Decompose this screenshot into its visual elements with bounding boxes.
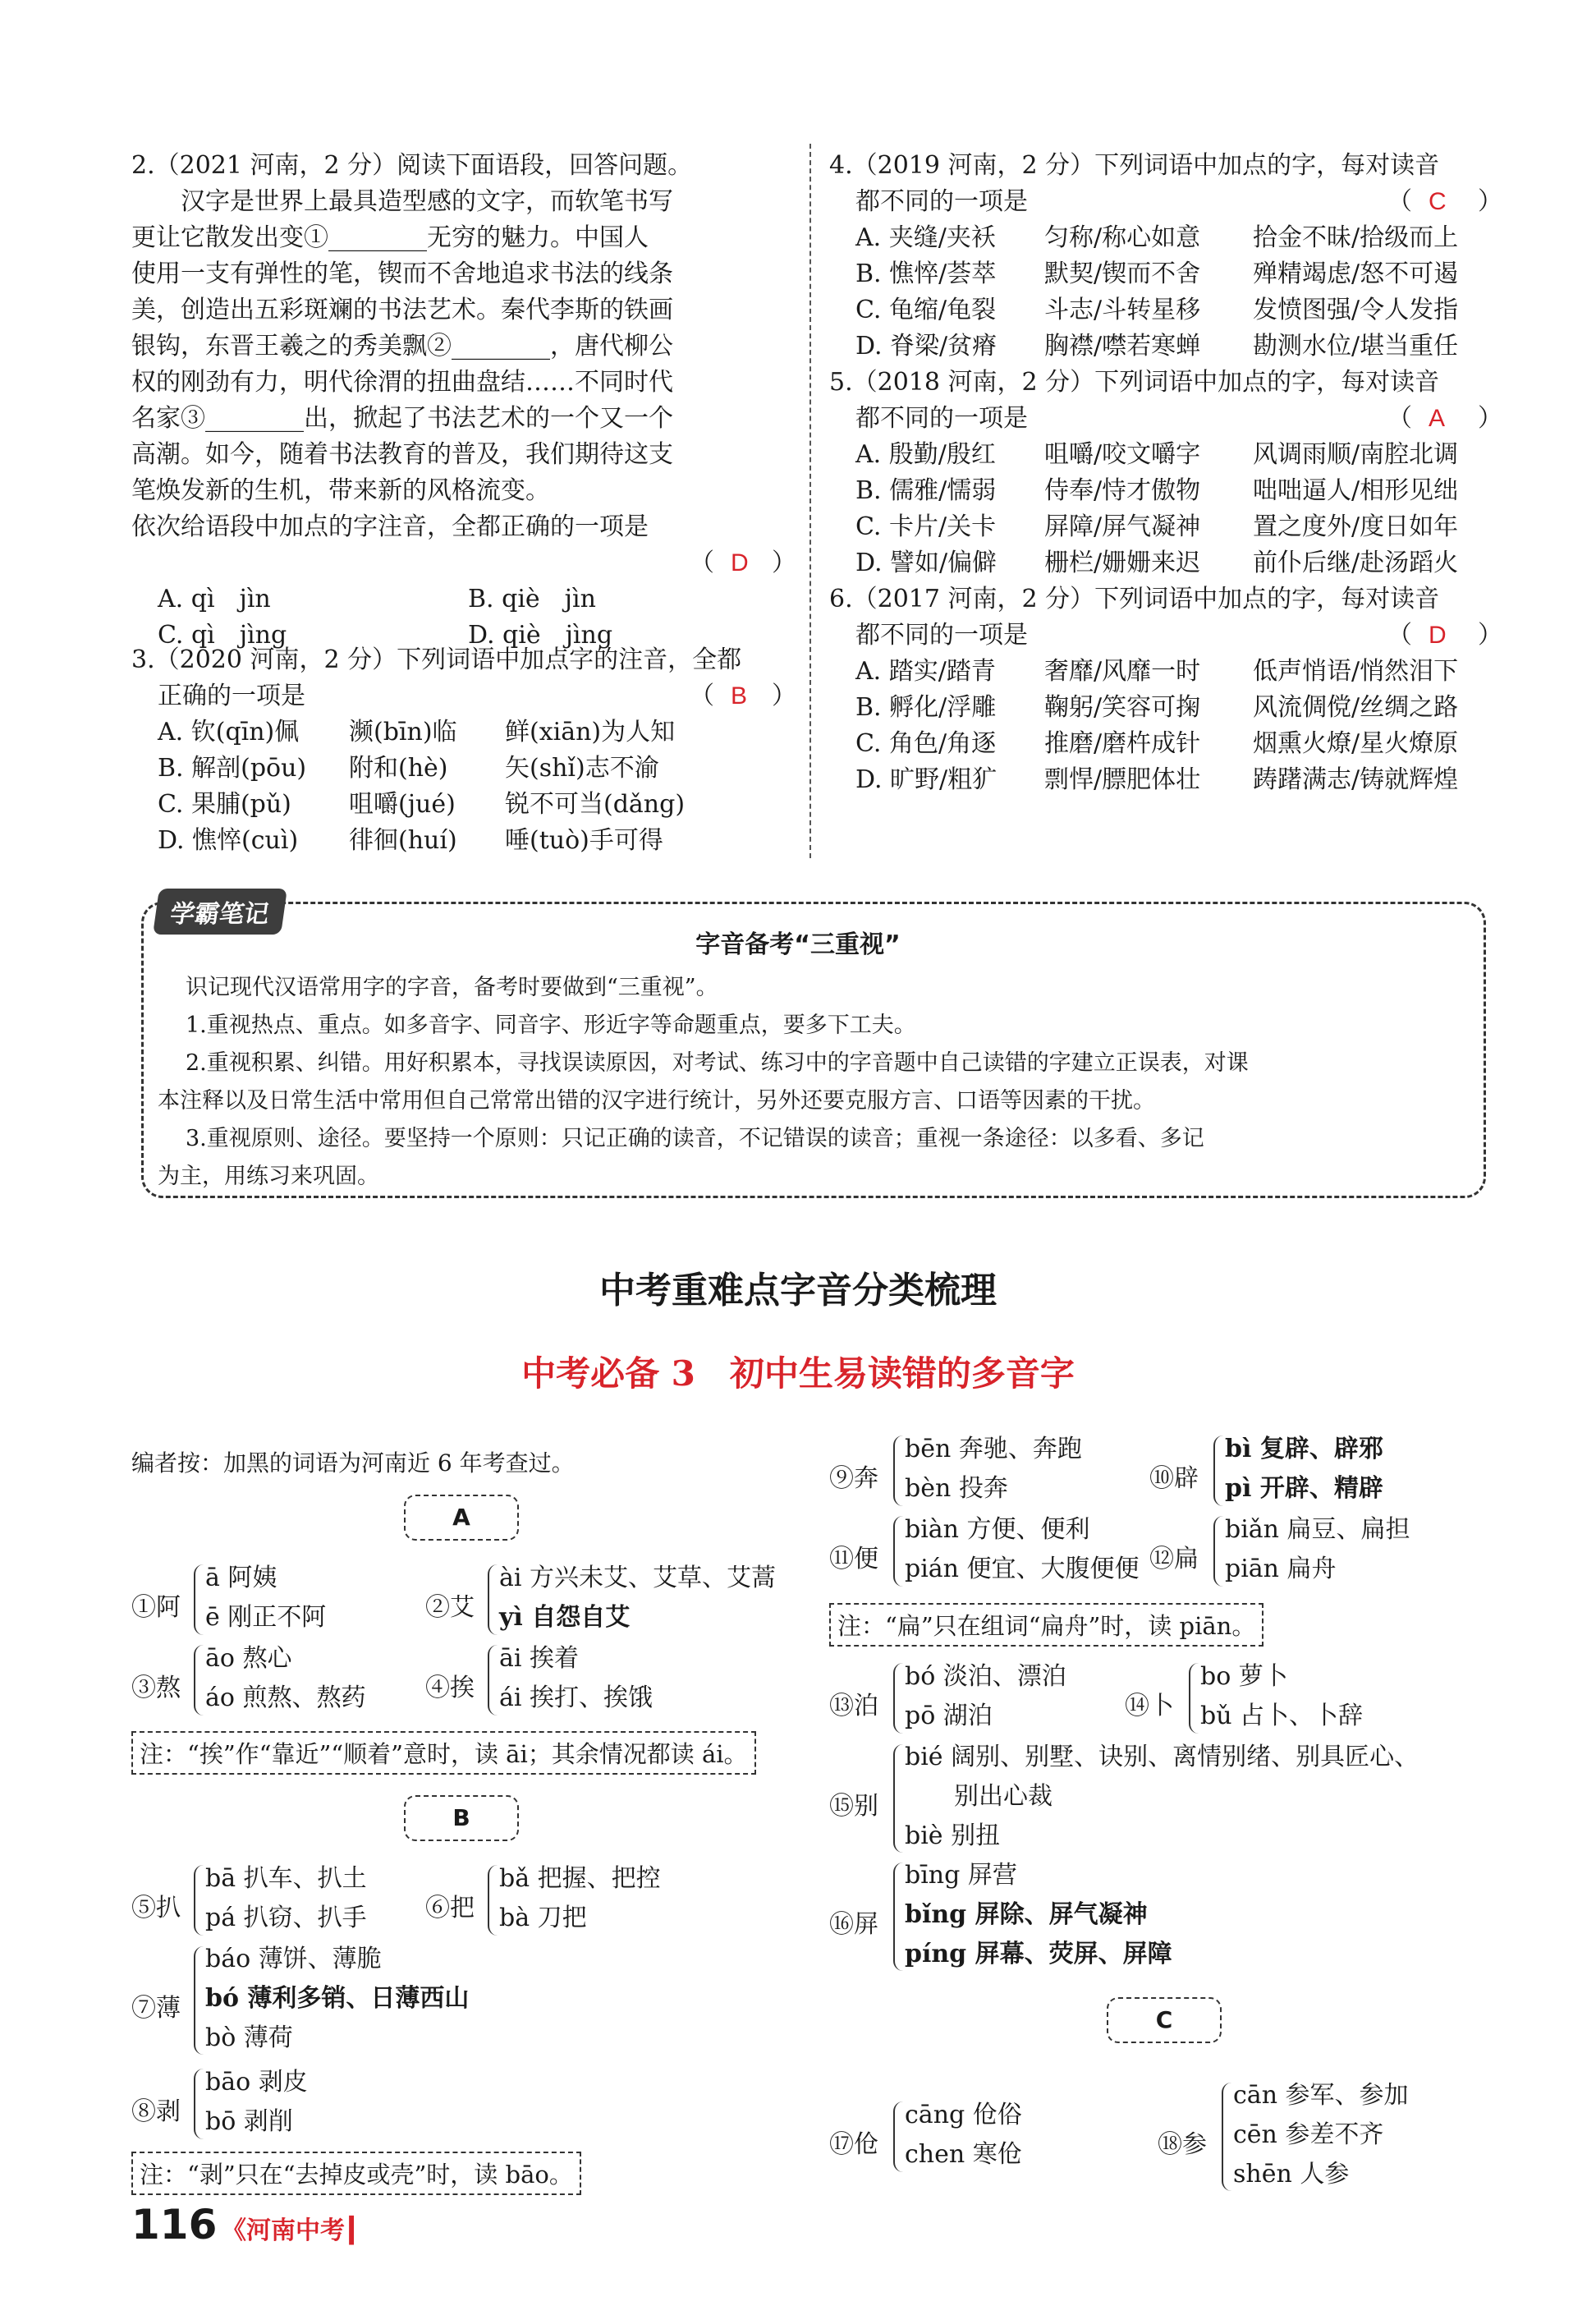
q4-option [829,220,1502,256]
reading: piān 扁舟 [1225,1555,1337,1583]
q3-option [131,714,796,751]
reading: biàn 方便、便利 [905,1515,1090,1544]
entry-label: ⑥把 [425,1894,475,1922]
q3-option [131,823,796,859]
study-note-line: 本注释以及日常生活中常用但自己常常出错的汉字进行统计，另外还要克服方言、口语等因素的干扰。 [158,1088,1155,1114]
reading: bǐng 屏除、屏气凝神 [905,1900,1148,1929]
q4-option-word: 发愤图强/令人发指 [1253,296,1459,324]
entry-label: ⑪便 [829,1545,878,1573]
column-divider [809,144,811,858]
q6-option-word: A. 踏实/踏青 [855,657,996,686]
q6-line: 都不同的一项是 [855,621,1028,650]
q3-option-word: 濒(bīn)临 [349,718,457,746]
q6-option-word: 低声悄语/悄然泪下 [1253,657,1459,686]
q4-option-word: 匀称/称心如意 [1044,223,1201,252]
reading: bō 剥削 [205,2107,293,2136]
entry-label: ①阿 [131,1593,181,1622]
publisher-label: 《河南中考 [221,2216,345,2245]
reading: bo 萝卜 [1200,1662,1288,1691]
q3-option-word: 鲜(xiān)为人知 [505,718,676,746]
study-note-title: 字音备考“三重视” [695,930,901,959]
q2-option-b: B. qiè jìn [468,585,596,613]
q6-option-word: 踌躇满志/铸就辉煌 [1253,765,1459,794]
q6-option [829,690,1502,726]
q4-option-word: 拾金不昧/拾级而上 [1253,223,1459,252]
reading: bǎ 把握、把控 [499,1864,661,1893]
reading: ā 阿姨 [205,1564,277,1592]
reading: bié 阔别、别墅、诀别、离情别绪、别具匠心、 [905,1743,1419,1771]
q3-option-word: A. 钦(qīn)佩 [158,718,300,746]
q5-option-word: 屏障/屏气凝神 [1044,512,1201,541]
q6-option [829,726,1502,762]
q2-option-a: A. qì jìn [158,585,271,613]
study-note-tag: 学霸笔记 [153,889,287,935]
reading: bó 薄利多销、日薄西山 [205,1984,470,2013]
q4-option-word: D. 脊梁/贫瘠 [855,332,998,361]
brace [1213,1435,1223,1506]
brace [893,1744,903,1853]
study-note-line: 为主，用练习来巩固。 [158,1164,379,1189]
entry-label: ⑱参 [1158,2130,1207,2159]
study-note-line: 1.重视热点、重点。如多音字、同音字、形近字等命题重点，要多下工夫。 [186,1013,916,1038]
q4-option [829,256,1502,292]
q5-option-word: 咀嚼/咬文嚼字 [1044,440,1201,469]
entry-label: ⑫扁 [1149,1545,1199,1573]
q6-option-word: D. 旷野/粗犷 [855,765,998,794]
reading: cāng 伧俗 [905,2101,1022,2129]
page-footer [131,2201,369,2248]
q3-option-word: 矢(shǐ)志不渝 [505,754,659,783]
reading: bǔ 占卜、卜辞 [1200,1702,1364,1730]
reading: bà 刀把 [499,1904,587,1932]
q2-line: 笔焕发新的生机，带来新的风格流变。 [131,476,550,505]
brace [194,1946,204,2055]
reading: bā 扒车、扒土 [205,1864,367,1893]
q4-option [829,328,1502,365]
q3-option-word: 徘徊(huí) [349,826,457,855]
q3-option [131,787,796,823]
q2-line: 银钩，东晋王羲之的秀美飘②________，唐代柳公 [131,332,673,361]
q4-option-word: C. 龟缩/龟裂 [855,296,997,324]
reading: ē 刚正不阿 [205,1603,327,1632]
question-2 [131,148,796,654]
q4-option-word: A. 夹缝/夹袄 [855,223,996,252]
q4-option [829,292,1502,328]
q5-option [829,437,1502,473]
letter-box-b: B [404,1795,519,1841]
q3-option-word: 附和(hè) [349,754,448,783]
q5-option-word: 栅栏/姗姗来迟 [1044,549,1201,577]
section-title: 中考重难点字音分类梳理 [599,1270,997,1311]
reading: biǎn 扁豆、扁担 [1225,1515,1410,1544]
q6-option-word: C. 角色/角逐 [855,729,997,758]
q6-line-row: 都不同的一项是 （ D ） [829,618,1502,654]
editor-note: 编者按：加黑的词语为河南近 6 年考查过。 [131,1449,575,1477]
entry-label: ④挨 [425,1674,475,1702]
q5-option-word: 置之度外/度日如年 [1253,512,1459,541]
reading: āo 熬心 [205,1644,292,1673]
brace [1213,1516,1223,1587]
q6-option-word: 鞠躬/笑容可掬 [1044,693,1201,722]
question-4 [829,148,1502,798]
q3-option-word: 咀嚼(jué) [349,790,456,819]
q2-line: 更让它散发出变①________无穷的魅力。中国人 [131,223,649,252]
q6-option-word: 风流倜傥/丝绸之路 [1253,693,1459,722]
q5-answer: A [1429,405,1446,432]
study-note-line: 2.重视积累、纠错。用好积累本，寻找误读原因，对考试、练习中的字音题中自己读错的字建立正误表，对课 [186,1050,1249,1076]
reading: pá 扒窃、扒手 [205,1904,367,1932]
reading: pì 开辟、精辟 [1225,1474,1383,1503]
footer-bar-icon: ▎ [349,2216,369,2245]
q3-answer: B [731,682,748,710]
brace [1189,1663,1199,1734]
reading: ái 挨打、挨饿 [499,1683,654,1712]
q5-option-word: B. 儒雅/懦弱 [855,476,997,505]
q6-option-word: 剽悍/膘肥体壮 [1044,765,1201,794]
brace [194,1645,204,1716]
brace [893,1863,903,1971]
q5-option-word: 侍奉/恃才傲物 [1044,476,1201,505]
q4-option-word: 勘测水位/堪当重任 [1253,332,1459,361]
reading: biè 别扭 [905,1821,1001,1850]
reading: 别出心裁 [905,1782,1053,1811]
q2-line: 高潮。如今，随着书法教育的普及，我们期待这支 [131,440,673,469]
q2-option-c: C. qì jìng [158,621,287,650]
q3-line: 3.（2020 河南，2 分）下列词语中加点字的注音，全都 [131,645,742,674]
q4-option-word: B. 憔悴/荟萃 [855,260,997,288]
reading: āi 挨着 [499,1644,580,1673]
q4-answer: C [1429,188,1447,215]
q2-line: 依次给语段中加点的字注音，全都正确的一项是 [131,512,649,541]
reading: bīng 屏营 [905,1861,1017,1890]
q4-option-word: 斗志/斗转星移 [1044,296,1201,324]
q3-option-word: C. 果脯(pǔ) [158,790,291,819]
reading: pō 湖泊 [905,1702,993,1730]
letter-box-a: A [404,1495,519,1541]
brace [488,1564,498,1635]
q3-line-row: 正确的一项是 （ B ） [131,678,796,714]
q5-line: 5.（2018 河南，2 分）下列词语中加点的字，每对读音 [829,368,1440,397]
reading: chen 寒伧 [905,2140,1022,2169]
reading: cēn 参差不齐 [1233,2120,1384,2149]
sub-title: 中考必备 3 初中生易读错的多音字 [521,1353,1075,1394]
entry-label: ⑦薄 [131,1994,181,2023]
q6-option [829,762,1502,798]
q6-option-word: 烟熏火燎/星火燎原 [1253,729,1459,758]
reading: bāo 剥皮 [205,2068,308,2097]
entry-label: ⑯屏 [829,1910,878,1939]
brace [893,2101,903,2172]
q3-option-word: B. 解剖(pōu) [158,754,307,783]
reading: píng 屏幕、荧屏、屏障 [905,1940,1172,1968]
q3-option-word: 锐不可当(dǎng) [505,790,686,819]
q2-line: 使用一支有弹性的笔，锲而不舍地追求书法的线条 [131,260,673,288]
page-number: 116 [131,2201,218,2248]
reading: bèn 投奔 [905,1474,1008,1503]
q3-line: 正确的一项是 [158,682,305,710]
q2-line: 美，创造出五彩斑斓的书法艺术。秦代李斯的铁画 [131,296,673,324]
brace [194,2069,204,2139]
q4-option-word: 默契/锲而不舍 [1044,260,1201,288]
q5-option-word: 咄咄逼人/相形见绌 [1253,476,1459,505]
q5-option [829,545,1502,581]
q5-line-row: 都不同的一项是 （ A ） [829,401,1502,437]
q5-option-word: C. 卡片/关卡 [855,512,997,541]
q2-line: 名家③________出，掀起了书法艺术的一个又一个 [131,404,673,433]
entry-label: ⑭卜 [1125,1692,1174,1720]
q6-option-word: 奢靡/风靡一时 [1044,657,1201,686]
q6-answer: D [1429,622,1447,649]
q5-option-word: A. 殷勤/殷红 [855,440,996,469]
q4-option-word: 殚精竭虑/怒不可遏 [1253,260,1459,288]
entry-label: ⑬泊 [829,1692,878,1720]
q5-line: 都不同的一项是 [855,404,1028,433]
q3-option-word: 唾(tuò)手可得 [505,826,663,855]
q2-line: 汉字是世界上最具造型感的文字，而软笔书写 [131,187,673,216]
q2-line: 权的刚劲有力，明代徐渭的扭曲盘结……不同时代 [131,368,673,397]
brace [1222,2083,1231,2191]
entry-label: ⑤扒 [131,1894,181,1922]
study-note-line: 3.重视原则、途径。要坚持一个原则：只记正确的读音，不记错误的读音；重视一条途径：以多看、多记 [186,1126,1204,1151]
q6-option-word: 推磨/磨杵成针 [1044,729,1201,758]
brace [194,1865,204,1936]
note-line: 注：“挨”作“靠近”“顺着”意时，读 āi；其余情况都读 ái。 [131,1731,756,1775]
reading: shēn 人参 [1233,2160,1350,2189]
brace [893,1663,903,1734]
q3-option-word: D. 憔悴(cuì) [158,826,299,855]
q5-option-word: 前仆后继/赴汤蹈火 [1253,549,1459,577]
q2-answer-row: （ D ） [131,545,796,581]
entry-label: ⑨奔 [829,1464,878,1493]
q5-option-word: D. 譬如/偏僻 [855,549,998,577]
reading: bò 薄荷 [205,2023,293,2052]
note-line: 注：“扁”只在组词“扁舟”时，读 piān。 [829,1603,1264,1647]
reading: pián 便宜、大腹便便 [905,1555,1140,1583]
entry-label: ⑮别 [829,1792,878,1821]
reading: bó 淡泊、漂泊 [905,1662,1066,1691]
entry-label: ②艾 [425,1593,475,1622]
entry-label: ③熬 [131,1674,181,1702]
brace [893,1516,903,1587]
reading: bēn 奔驰、奔跑 [905,1435,1082,1463]
q5-option-word: 风调雨顺/南腔北调 [1253,440,1459,469]
reading: yì 自怨自艾 [499,1603,631,1632]
question-3 [131,642,796,859]
reading: cān 参军、参加 [1233,2081,1409,2110]
brace [893,1435,903,1506]
brace [194,1564,204,1635]
q3-option [131,751,796,787]
note-line: 注：“剥”只在“去掉皮或壳”时，读 bāo。 [131,2152,581,2195]
q2-line: 2.（2021 河南，2 分）阅读下面语段，回答问题。 [131,151,693,180]
q4-line-row: 都不同的一项是 （ C ） [829,184,1502,220]
entry-label: ⑧剥 [131,2097,181,2126]
reading: báo 薄饼、薄脆 [205,1945,382,1973]
q6-option-word: B. 孵化/浮雕 [855,693,997,722]
entry-label: ⑰伧 [829,2130,878,2159]
q6-line: 6.（2017 河南，2 分）下列词语中加点的字，每对读音 [829,585,1440,613]
q5-option [829,473,1502,509]
brace [488,1645,498,1716]
entry-label: ⑩辟 [1149,1464,1199,1493]
q5-option [829,509,1502,545]
q4-line: 4.（2019 河南，2 分）下列词语中加点的字，每对读音 [829,151,1440,180]
brace [488,1865,498,1936]
reading: bì 复辟、辟邪 [1225,1435,1383,1463]
reading: áo 煎熬、熬药 [205,1683,366,1712]
q4-option-word: 胸襟/噤若寒蝉 [1044,332,1201,361]
letter-box-c: C [1107,1997,1222,2043]
study-note-line: 识记现代汉语常用字的字音，备考时要做到“三重视”。 [186,975,718,1000]
q6-option [829,654,1502,690]
q2-options-row [131,581,796,618]
reading: ài 方兴未艾、艾草、艾蒿 [499,1564,777,1592]
q2-answer: D [731,549,749,576]
q4-line: 都不同的一项是 [855,187,1028,216]
q2-option-d: D. qiè jìng [468,621,613,650]
